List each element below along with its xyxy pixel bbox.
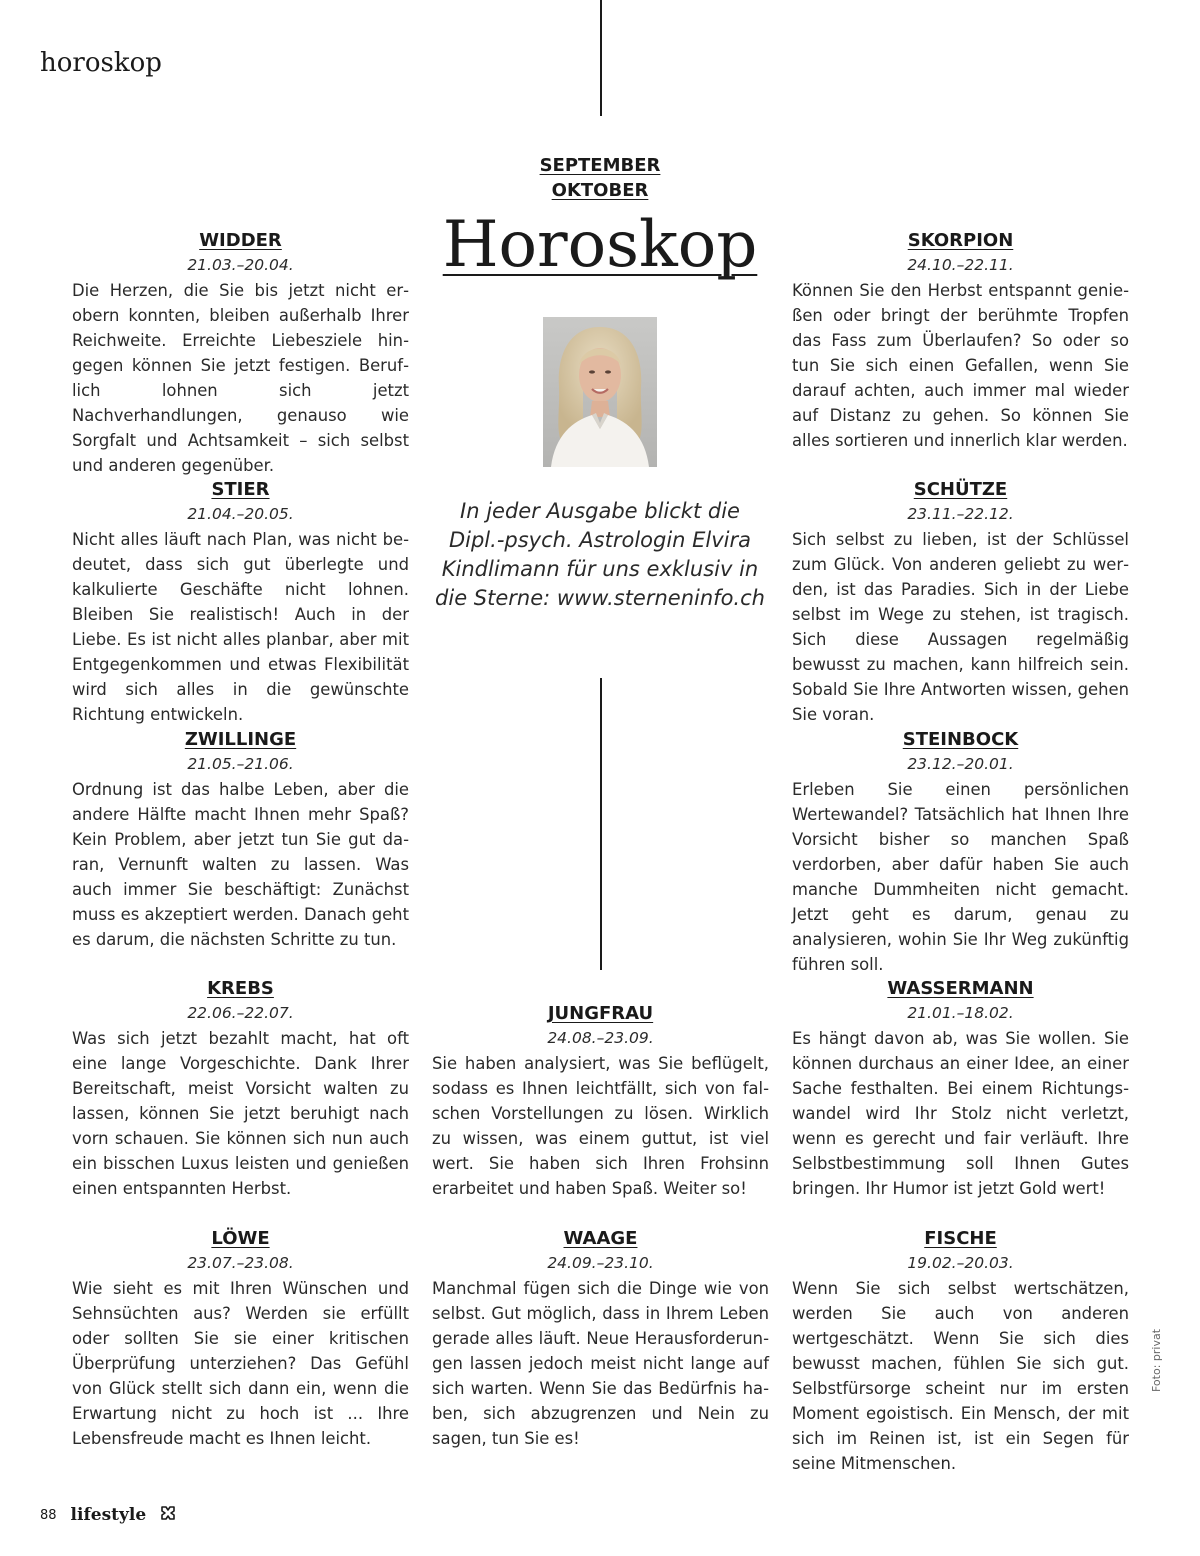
sign-dates: 24.08.–23.09.	[547, 1029, 654, 1047]
sign-text: Sich selbst zu lieben, ist der Schlüssel zum Glück. Von anderen geliebt zu werden, ist das Paradies. Sich in der Liebe selbst im Wege zu stehen, ist tragisch. Sich diese Aussagen regelmäßig bewusst zu machen, kann hilfreich sein. Sobald Sie Ihre Antworten wissen, gehen Sie voran.	[792, 530, 1129, 724]
center-divider-line	[600, 678, 602, 970]
month-september: SEPTEMBER	[539, 155, 661, 176]
sign-name: SCHÜTZE	[913, 479, 1008, 500]
sign-stier	[72, 477, 409, 727]
sign-text: Ordnung ist das halbe Leben, aber die andere Hälfte macht Ihnen mehr Spaß? Kein Problem, aber jetzt tun Sie gut daran, Vernunft walten zu lassen. Was auch immer Sie beschäftigt: Zunächst muss es akzeptiert werden. Danach geht es darum, die nächsten Schritte zu tun.	[72, 780, 409, 949]
sign-fische	[792, 1226, 1129, 1476]
sign-wassermann	[792, 976, 1129, 1201]
sign-dates: 21.04.–20.05.	[187, 505, 294, 523]
sign-loewe	[72, 1226, 409, 1451]
sign-dates: 21.05.–21.06.	[187, 755, 294, 773]
sign-dates: 21.01.–18.02.	[907, 1004, 1014, 1022]
sign-text: Es hängt davon ab, was Sie wollen. Sie können durchaus an einer Idee, an einer Sache festhalten. Bei einem Richtungswandel wird Ihr Stolz nicht verletzt, wenn es gerecht und fair verläuft. Ihre Selbstbestimmung soll Ihnen Gutes bringen. Ihr Humor ist jetzt Gold wert!	[792, 1029, 1129, 1198]
sign-schuetze	[792, 477, 1129, 727]
sign-name: ZWILLINGE	[184, 729, 297, 750]
sign-dates: 22.06.–22.07.	[187, 1004, 294, 1022]
sign-text: Nicht alles läuft nach Plan, was nicht bedeutet, dass sich gut überlegte und kalkulierte Geschäfte nicht lohnen. Bleiben Sie realistisch! Auch in der Liebe. Es ist nicht alles planbar, aber mit Entgegenkommen und etwas Flexibilität wird sich alles in die gewünschte Richtung entwickeln.	[72, 530, 409, 724]
sign-dates: 23.12.–20.01.	[907, 755, 1014, 773]
sign-name: WASSERMANN	[887, 978, 1034, 999]
photo-credit: Foto: privat	[1150, 1328, 1163, 1392]
sign-name: WIDDER	[199, 230, 282, 251]
sign-text: Wenn Sie sich selbst wertschätzen, werden Sie auch von anderen wertgeschätzt. Wenn Sie sich dies bewusst machen, fühlen Sie sich gut. Selbstfürsorge scheint nur im ersten Moment egoistisch. Ein Mensch, der mit sich im Reinen ist, ist ein Segen für seine Mitmenschen.	[792, 1279, 1129, 1473]
sign-waage	[432, 1226, 769, 1451]
sign-name: LÖWE	[211, 1228, 270, 1249]
sign-text: Erleben Sie einen persönlichen Wertewandel? Tatsächlich hat Ihnen Ihre Vorsicht bisher so manchen Spaß verdorben, aber dafür haben Sie auch manche Dummheiten nicht gemacht. Jetzt geht es darum, genau zu analysieren, wohin Sie Ihr Weg zukünftig führen soll.	[792, 780, 1129, 974]
sign-steinbock	[792, 727, 1129, 977]
sign-zwillinge	[72, 727, 409, 952]
sign-dates: 23.07.–23.08.	[187, 1254, 294, 1272]
sign-name: KREBS	[207, 978, 274, 999]
logo-mark-icon	[160, 1505, 176, 1525]
sign-text: Können Sie den Herbst entspannt genießen oder bringt der berühmte Tropfen das Fass zum Überlaufen? So oder so tun Sie sich einen Gefallen, wenn Sie darauf achten, auch immer mal wieder auf Distanz zu gehen. So können Sie alles sortieren und innerlich klar werden.	[792, 281, 1129, 450]
sign-jungfrau	[432, 1001, 769, 1201]
sign-name: STIER	[211, 479, 270, 500]
section-label: horoskop	[40, 48, 162, 78]
top-divider-line	[600, 0, 602, 116]
sign-text: Die Herzen, die Sie bis jetzt nicht erobern konnten, bleiben außerhalb Ihrer Reichweite. Erreichte Liebesziele hingegen können Sie jetzt festigen. Beruflich lohnen sich jetzt Nachverhandlungen, genauso wie Sorgfalt und Achtsamkeit – sich selbst und anderen gegenüber.	[72, 281, 409, 475]
sign-dates: 24.09.–23.10.	[547, 1254, 654, 1272]
sign-name: STEINBOCK	[902, 729, 1019, 750]
astrologer-portrait	[543, 317, 657, 467]
sign-name: FISCHE	[924, 1228, 997, 1249]
sign-name: SKORPION	[907, 230, 1014, 251]
page-title: Horoskop	[442, 208, 758, 282]
magazine-logo: lifestyle	[70, 1505, 147, 1525]
sign-krebs	[72, 976, 409, 1201]
page-footer	[40, 1505, 176, 1525]
sign-dates: 19.02.–20.03.	[907, 1254, 1014, 1272]
sign-text: Manchmal fügen sich die Dinge wie von selbst. Gut möglich, dass in Ihrem Leben gerade alles läuft. Neue Herausforderungen lassen jedoch meist nicht lange auf sich warten. Wenn Sie das Bedürfnis haben, sich abzugrenzen und Nein zu sagen, tun Sie es!	[432, 1279, 769, 1448]
sign-dates: 23.11.–22.12.	[907, 505, 1014, 523]
months-heading	[450, 153, 750, 203]
sign-dates: 21.03.–20.04.	[187, 256, 294, 274]
sign-text: Wie sieht es mit Ihren Wünschen und Sehnsüchten aus? Werden sie erfüllt oder sollten Sie sie einer kritischen Überprüfung unterziehen? Das Gefühl von Glück stellt sich dann ein, wenn die Erwartung nicht zu hoch ist ... Ihre Lebensfreude macht es Ihnen leicht.	[72, 1279, 409, 1448]
sign-text: Sie haben analysiert, was Sie beflügelt, sodass es Ihnen leichtfällt, sich von falschen Vorstellungen zu lösen. Wirklich zu wissen, was einem guttut, ist viel wert. Sie haben sich Ihren Frohsinn erarbeitet und haben Spaß. Weiter so!	[432, 1054, 769, 1198]
sign-name: WAAGE	[563, 1228, 638, 1249]
sign-dates: 24.10.–22.11.	[907, 256, 1014, 274]
sign-text: Was sich jetzt bezahlt macht, hat oft eine lange Vorgeschichte. Dank Ihrer Bereitschaft, meist Vorsicht walten zu lassen, können Sie jetzt beruhigt nach vorn schauen. Sie können sich nun auch ein bisschen Luxus leisten und genießen einen entspannten Herbst.	[72, 1029, 409, 1198]
month-oktober: OKTOBER	[551, 180, 649, 201]
sign-name: JUNGFRAU	[547, 1003, 654, 1024]
sign-widder	[72, 228, 409, 478]
sign-skorpion	[792, 228, 1129, 453]
page-number: 88	[40, 1507, 57, 1523]
intro-text: In jeder Ausgabe blickt die Dipl.-psych. Astrologin Elvira Kindlimann für uns exklusiv in die Sterne: www.sterneninfo.ch	[435, 499, 765, 610]
